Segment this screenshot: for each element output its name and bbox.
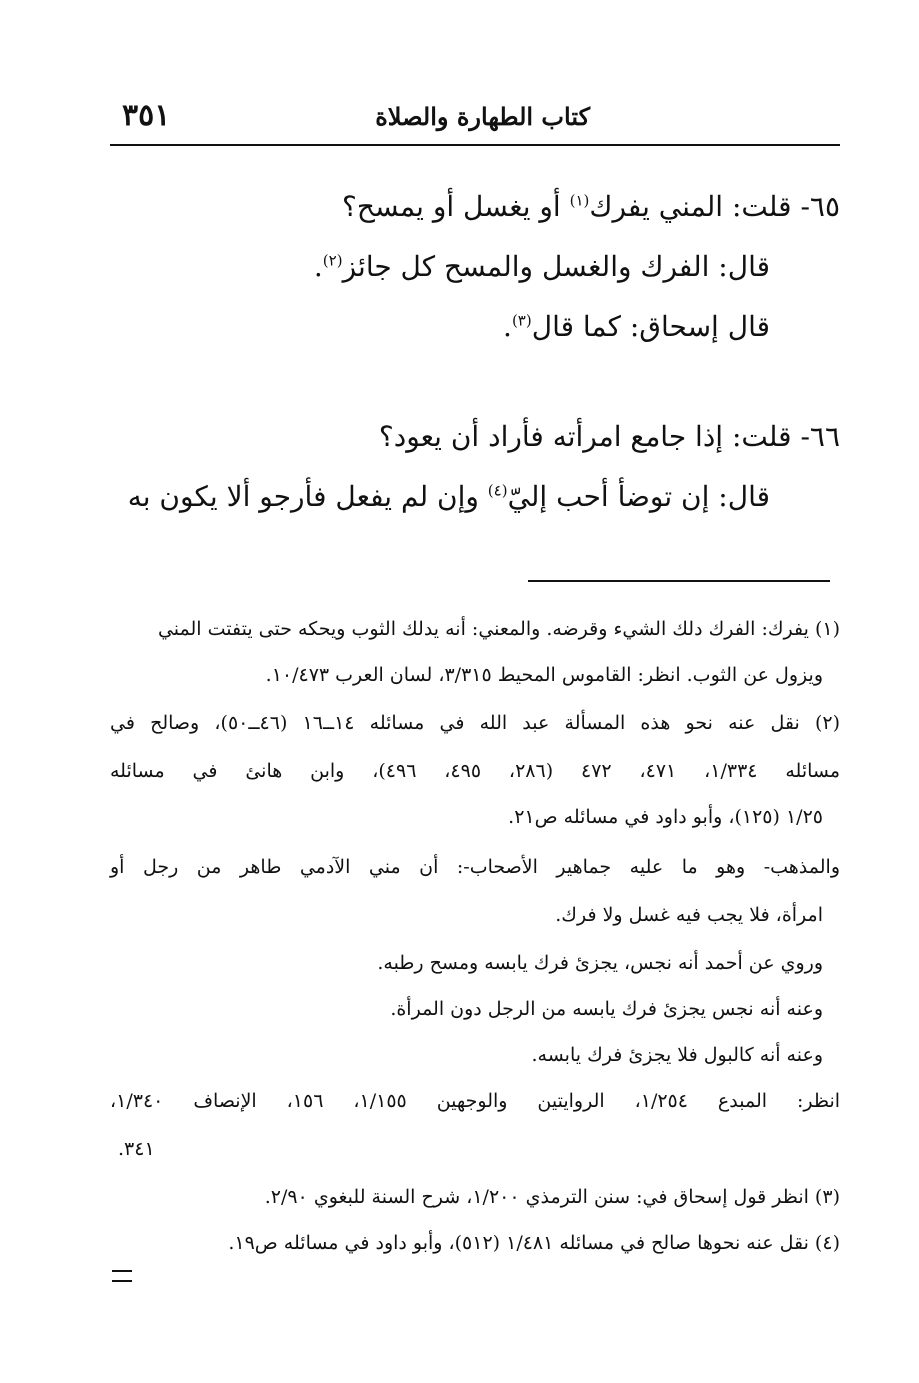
footnote-2-line-5: امرأة، فلا يجب فيه غسل ولا فرك. — [555, 904, 823, 926]
footnote-2-line-1: (٢) نقل عنه نحو هذه المسألة عبد الله في مسائله ١٤ــ١٦ (٤٦ــ٥٠)، وصالح في — [110, 712, 841, 734]
footnote-3-line-1: (٣) انظر قول إسحاق في: سنن الترمذي ١/٢٠٠، شرح السنة للبغوي ٢/٩٠. — [264, 1186, 840, 1208]
ishaq-65-prefix: قال إسحاق: كما قال — [531, 310, 770, 343]
footnote-2-line-4: والمذهب- وهو ما عليه جماهير الأصحاب-: أن مني الآدمي طاهر من رجل أو — [110, 856, 840, 878]
page-header — [110, 98, 840, 144]
ishaq-65 — [120, 310, 770, 343]
answer-65 — [120, 250, 770, 283]
footnote-2-line-3: ١/٢٥ (١٢٥)، وأبو داود في مسائله ص٢١. — [508, 806, 823, 828]
question-65-suffix: أو يغسل أو يمسح؟ — [342, 190, 570, 223]
running-title: كتاب الطهارة والصلاة — [375, 102, 590, 131]
footnote-2-line-8: وعنه أنه كالبول فلا يجزئ فرك يابسه. — [531, 1044, 823, 1066]
footnote-ref-3: (٣) — [511, 311, 532, 330]
answer-66-prefix: قال: إن توضأ أحب إليّ — [507, 480, 770, 513]
footnote-4-line-1: (٤) نقل عنه نحوها صالح في مسائله ١/٤٨١ (٥١٢)، وأبو داود في مسائله ص١٩. — [228, 1232, 840, 1254]
answer-66 — [127, 480, 770, 513]
footnote-separator — [528, 580, 830, 582]
footnote-2-line-6: وروي عن أحمد أنه نجس، يجزئ فرك يابسه ومسح رطبه. — [377, 952, 823, 974]
footnote-1-line-2: ويزول عن الثوب. انظر: القاموس المحيط ٣/٣١٥، لسان العرب ١٠/٤٧٣. — [265, 664, 823, 686]
question-65-prefix: ٦٥- قلت: المني يفرك — [589, 190, 840, 223]
answer-66-suffix: وإن لم يفعل فأرجو ألا يكون به — [127, 480, 488, 513]
footnote-2-line-10: ٣٤١. — [118, 1138, 155, 1160]
answer-65-prefix: قال: الفرك والغسل والمسح كل جائز — [342, 250, 770, 283]
footnote-ref-4: (٤) — [487, 481, 508, 500]
page-number: ٣٥١ — [122, 98, 171, 133]
question-65 — [120, 190, 840, 223]
footnote-ref-1: (١) — [569, 191, 590, 210]
ishaq-65-suffix: . — [503, 310, 512, 343]
question-66: ٦٦- قلت: إذا جامع امرأته فأراد أن يعود؟ — [378, 420, 840, 453]
footnote-2-line-2: مسائله ١/٣٣٤، ٤٧١، ٤٧٢ (٢٨٦، ٤٩٥، ٤٩٦)، وابن هانئ في مسائله — [110, 760, 841, 782]
footnote-1-line-1: (١) يفرك: الفرك دلك الشيء وقرضه. والمعني: أنه يدلك الثوب ويحكه حتى يتفتت المني — [157, 618, 840, 640]
footnote-2-line-9: انظر: المبدع ١/٢٥٤، الروايتين والوجهين ١/١٥٥، ١٥٦، الإنصاف ١/٣٤٠، — [110, 1090, 841, 1112]
header-rule — [110, 144, 840, 146]
footnote-ref-2: (٢) — [322, 251, 343, 270]
answer-65-suffix: . — [313, 250, 323, 283]
continuation-mark — [112, 1270, 132, 1282]
footnote-2-line-7: وعنه أنه نجس يجزئ فرك يابسه من الرجل دون المرأة. — [390, 998, 823, 1020]
